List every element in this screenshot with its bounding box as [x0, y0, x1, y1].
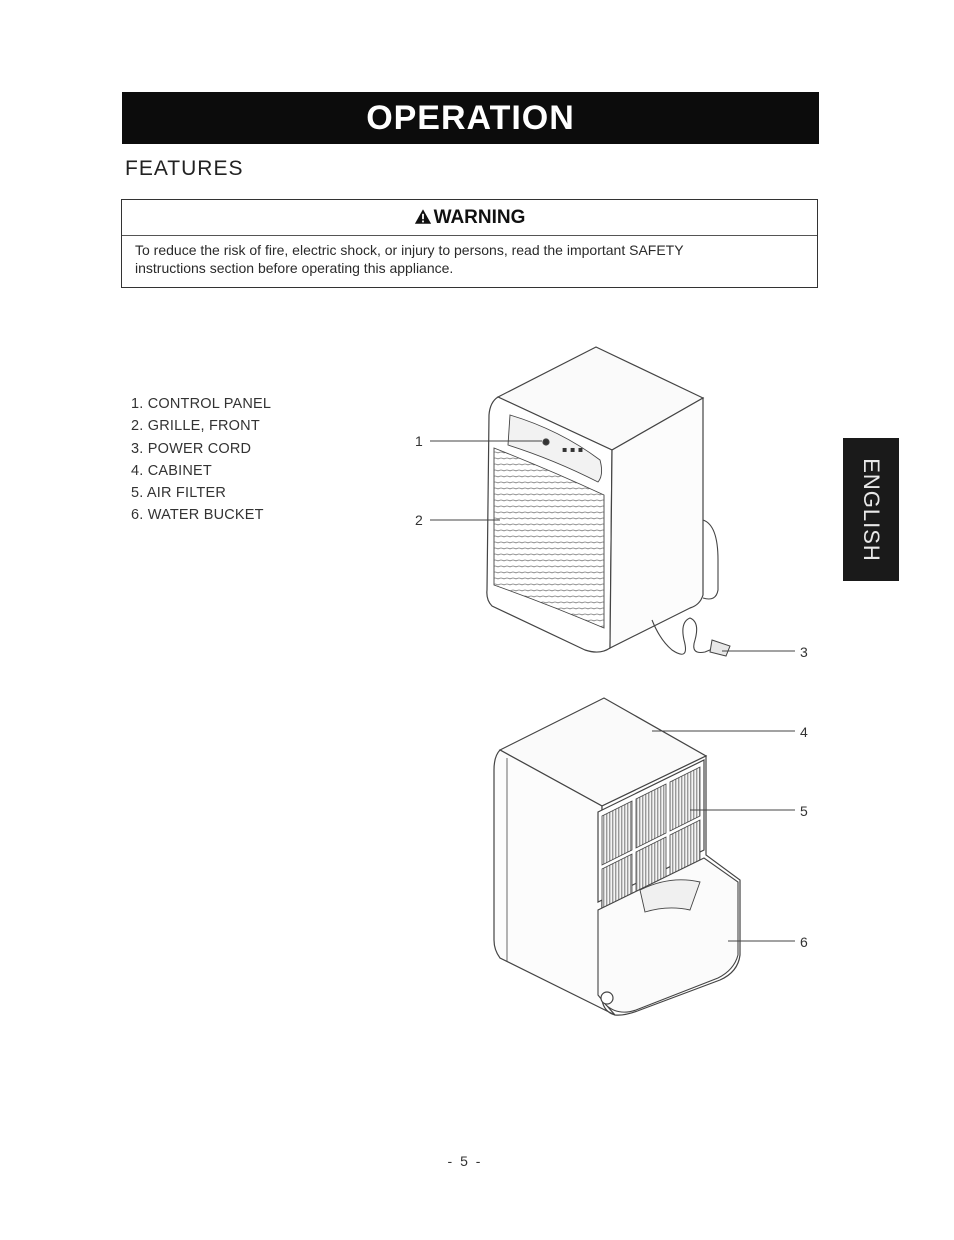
- part-water-bucket: 6. WATER BUCKET: [131, 507, 264, 524]
- page-title: OPERATION: [366, 98, 575, 137]
- part-cabinet: 4. CABINET: [131, 462, 212, 479]
- part-control-panel: 1. CONTROL PANEL: [131, 396, 272, 412]
- svg-text:▪ ▪ ▪: ▪ ▪ ▪: [562, 445, 584, 454]
- callout-5: 5: [800, 803, 808, 819]
- callout-6: 6: [800, 934, 808, 950]
- rear-view-unit: [494, 698, 740, 1015]
- part-grille-front: 2. GRILLE, FRONT: [131, 418, 260, 435]
- callout-4: 4: [800, 724, 808, 740]
- part-air-filter: 5. AIR FILTER: [131, 485, 226, 502]
- callout-3: 3: [800, 644, 808, 660]
- callout-1: 1: [415, 433, 423, 449]
- part-power-cord: 3. POWER CORD: [131, 440, 252, 457]
- language-tab-label: ENGLISH: [859, 457, 884, 562]
- warning-line-1: To reduce the risk of fire, electric shock, or injury to persons, read the important SAFETY: [135, 242, 684, 258]
- callout-2: 2: [415, 512, 423, 528]
- page-number: - 5 -: [447, 1153, 483, 1169]
- warning-line-2: instructions section before operating this appliance.: [135, 260, 454, 276]
- warning-title: WARNING: [433, 206, 526, 228]
- section-title: FEATURES: [125, 157, 244, 180]
- front-view-unit: [487, 347, 730, 656]
